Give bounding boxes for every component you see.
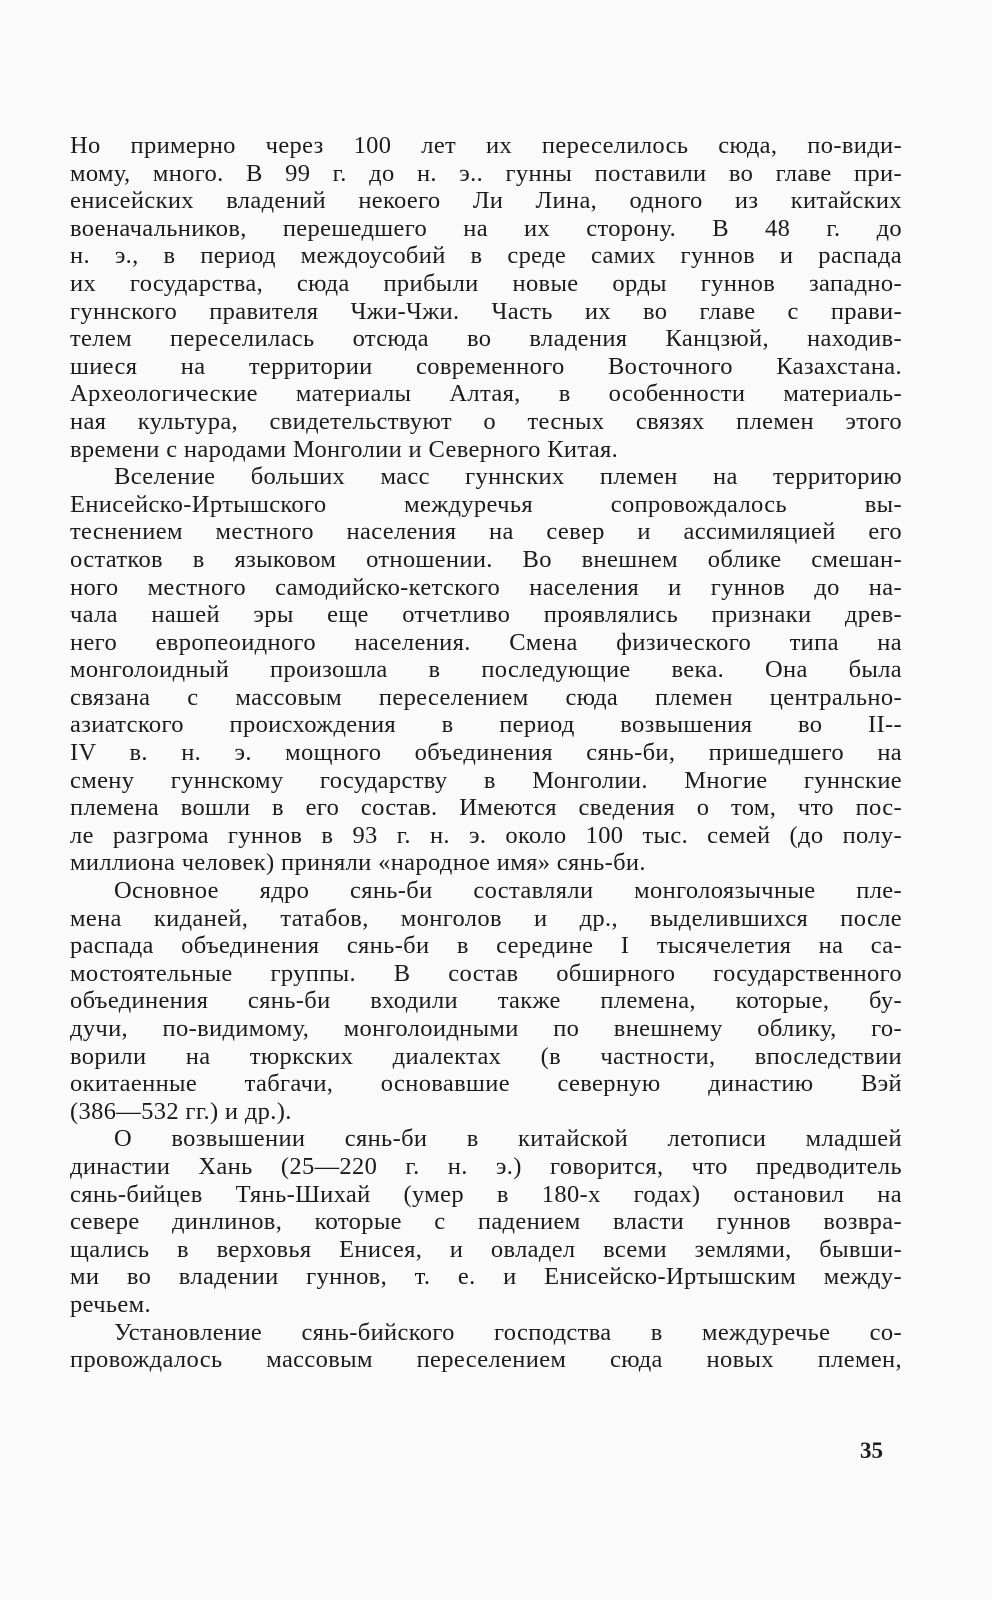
text-line: Установление сянь-бийского господства в междуречье со- (114, 1318, 902, 1346)
text-line: ного местного самодийско-кетского населения и гуннов до на- (70, 573, 902, 601)
text-line: шиеся на территории современного Восточного Казахстана. (70, 352, 902, 380)
text-line: теснением местного населения на север и ассимиляцией его (70, 518, 902, 546)
text-line: речьем. (70, 1290, 151, 1318)
text-line: связана с массовым переселением сюда племен центрально- (70, 683, 902, 711)
text-line: их государства, сюда прибыли новые орды гуннов западно- (70, 269, 902, 297)
text-line: азиатского происхождения в период возвышения во II-- (70, 711, 902, 739)
text-line: Но примерно через 100 лет их переселилось сюда, по-види- (70, 132, 902, 159)
text-line: смену гуннскому государству в Монголии. Многие гуннские (70, 766, 902, 794)
text-line: мому, много. В 99 г. до н. э.. гунны поставили во главе при- (70, 159, 902, 187)
text-line: ле разгрома гуннов в 93 г. н. э. около 100 тыс. семей (до полу- (70, 821, 902, 849)
text-line: племена вошли в его состав. Имеются сведения о том, что пос- (70, 794, 902, 822)
text-line: ная культура, свидетельствуют о тесных связях племен этого (70, 407, 902, 435)
text-line: щались в верховья Енисея, и овладел всеми землями, бывши- (70, 1235, 902, 1263)
text-line: монголоидный произошла в последующие века. Она была (70, 656, 902, 684)
text-line: провождалось массовым переселением сюда новых племен, (70, 1346, 902, 1374)
text-line: енисейских владений некоего Ли Лина, одного из китайских (70, 187, 902, 215)
text-line: севере динлинов, которые с падением власти гуннов возвра- (70, 1208, 902, 1236)
text-line: Основное ядро сянь-би составляли монголоязычные пле- (114, 877, 902, 905)
paragraph-3 (70, 877, 902, 1125)
paragraph-5 (70, 1319, 902, 1374)
text-line: телем переселилась отсюда во владения Канцзюй, находив- (70, 325, 902, 353)
text-line: IV в. н. э. мощного объединения сянь-би, пришедшего на (70, 739, 902, 767)
text-line: окитаенные табгачи, основавшие северную династию Вэй (70, 1070, 902, 1098)
text-line: н. э., в период междоусобий в среде самих гуннов и распада (70, 242, 902, 270)
text-line: Енисейско-Иртышского междуречья сопровождалось вы- (70, 490, 902, 518)
text-line: Вселение больших масс гуннских племен на территорию (114, 463, 902, 491)
text-line: гуннского правителя Чжи-Чжи. Часть их во главе с прави- (70, 297, 902, 325)
text-line: распада объединения сянь-би в середине I тысячелетия на са- (70, 932, 902, 960)
page-number: 35 (860, 1438, 883, 1463)
text-line: сянь-бийцев Тянь-Шихай (умер в 180-х годах) остановил на (70, 1180, 902, 1208)
text-line: остатков в языковом отношении. Во внешнем облике смешан- (70, 545, 902, 573)
text-line: миллиона человек) приняли «народное имя» сянь-би. (70, 849, 646, 877)
text-line: объединения сянь-би входили также племена, которые, бу- (70, 987, 902, 1015)
text-line: династии Хань (25—220 г. н. э.) говорится, что предводитель (70, 1152, 902, 1180)
text-line: мостоятельные группы. В состав обширного государственного (70, 959, 902, 987)
text-line: О возвышении сянь-би в китайской летописи младшей (114, 1125, 902, 1153)
text-line: дучи, по-видимому, монголоидными по внешнему облику, го- (70, 1015, 902, 1042)
text-line: Археологические материалы Алтая, в особенности материаль- (70, 380, 902, 408)
text-line: него европеоидного населения. Смена физического типа на (70, 628, 902, 656)
text-line: (386—532 гг.) и др.). (70, 1097, 292, 1125)
paragraph-4 (70, 1125, 902, 1318)
text-line: времени с народами Монголии и Северного Китая. (70, 435, 619, 463)
paragraph-1 (70, 132, 902, 463)
paragraph-2 (70, 463, 902, 877)
body-text (70, 132, 902, 1374)
text-line: ми во владении гуннов, т. е. и Енисейско-Иртышским между- (70, 1263, 902, 1291)
text-line: чала нашей эры еще отчетливо проявлялись признаки древ- (70, 601, 902, 629)
text-line: ворили на тюркских диалектах (в частности, впоследствии (70, 1042, 902, 1070)
text-line: мена киданей, татабов, монголов и др., выделившихся после (70, 904, 902, 932)
text-line: военачальников, перешедшего на их сторону. В 48 г. до (70, 214, 902, 242)
